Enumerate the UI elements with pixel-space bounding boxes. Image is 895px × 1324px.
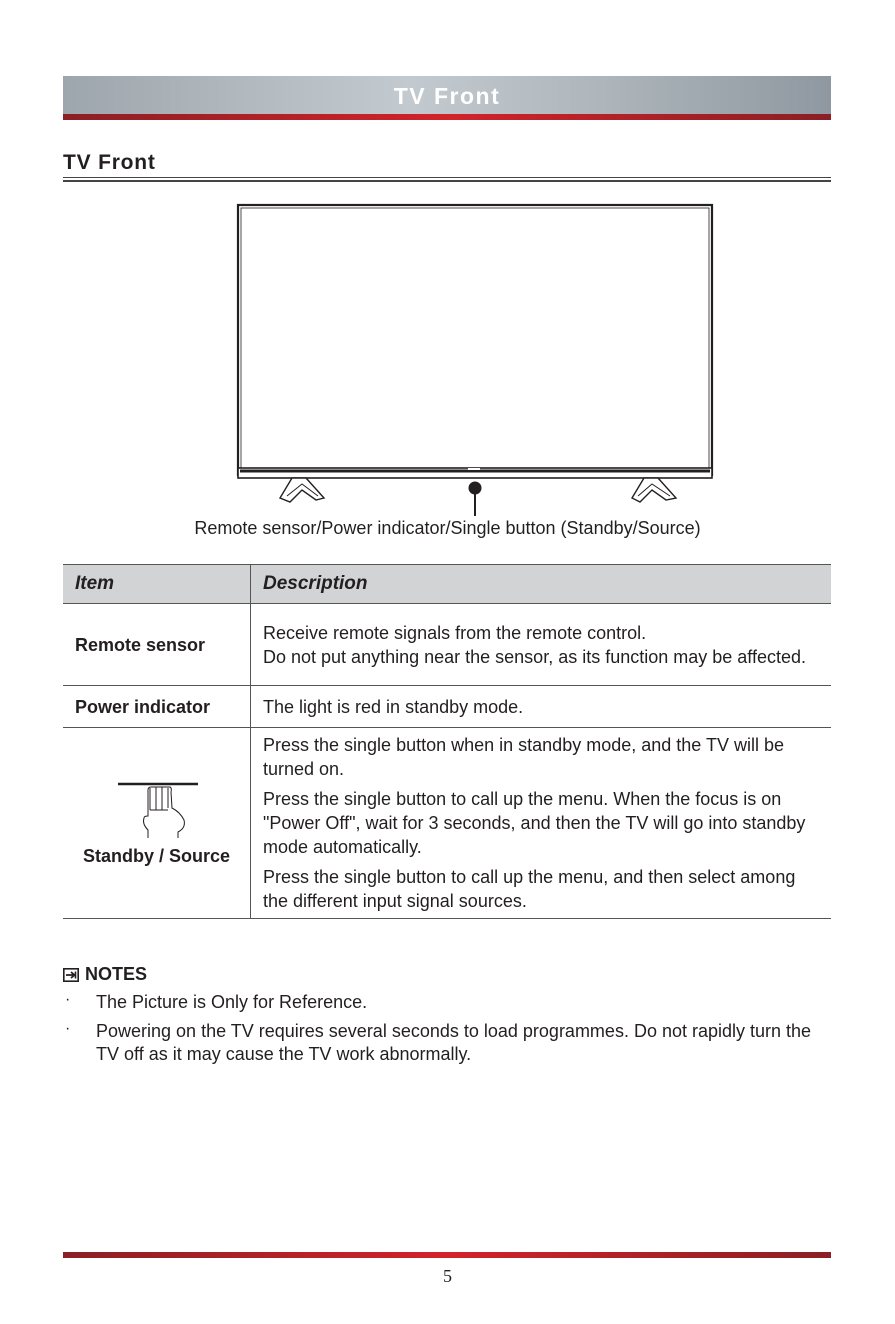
banner-title: TV Front <box>393 83 501 109</box>
tv-left-stand <box>280 478 324 502</box>
bullet-marker: · <box>65 991 71 1008</box>
page-number: 5 <box>443 1266 452 1286</box>
table-row <box>63 728 831 919</box>
table-row <box>63 604 831 686</box>
description-paragraph: Press the single button to call up the menu. When the focus is on "Power Off", wait for 3 seconds, and then the TV will go into standby mode automatically. <box>263 789 806 857</box>
figure-callout-label: Remote sensor/Power indicator/Single button (Standby/Source) <box>194 518 701 538</box>
hand-pressing-button-icon <box>114 778 200 840</box>
description-line: The light is red in standby mode. <box>263 696 524 717</box>
notes-section <box>63 964 831 1072</box>
page-banner <box>63 76 831 114</box>
table-row <box>63 686 831 728</box>
row-description <box>251 728 832 919</box>
tv-screen <box>238 205 712 475</box>
list-item <box>63 991 831 1014</box>
notes-heading <box>63 964 831 985</box>
tv-front-illustration <box>232 198 722 518</box>
row-item-remote-sensor: Remote sensor <box>63 604 251 686</box>
section-rule <box>63 177 831 182</box>
note-text: The Picture is Only for Reference. <box>96 992 368 1012</box>
sensor-callout-pointer <box>469 482 482 517</box>
tv-right-stand <box>632 478 676 502</box>
row-item-power-indicator: Power indicator <box>63 686 251 728</box>
list-item <box>63 1020 831 1066</box>
note-text: Powering on the TV requires several seconds to load programmes. Do not rapidly turn the TV off as it may cause the TV work abnormally. <box>96 1021 812 1064</box>
row-description <box>251 604 832 686</box>
column-header-description: Description <box>251 565 832 604</box>
bullet-marker: · <box>65 1020 71 1037</box>
footer-accent-strip <box>63 1252 831 1258</box>
column-header-item: Item <box>63 565 251 604</box>
note-arrow-icon <box>63 968 79 982</box>
item-description-table <box>63 564 831 919</box>
banner-accent-strip <box>63 114 831 120</box>
row-item-standby-source <box>63 728 251 919</box>
row-description <box>251 686 832 728</box>
notes-heading-label: NOTES <box>85 964 148 984</box>
description-paragraph: Press the single button when in standby mode, and the TV will be turned on. <box>263 735 784 779</box>
description-line: Do not put anything near the sensor, as its function may be affected. <box>263 646 807 667</box>
description-line: Receive remote signals from the remote control. <box>263 622 647 643</box>
row-item-label: Standby / Source <box>82 846 231 866</box>
description-paragraph: Press the single button to call up the menu, and then select among the different input signal sources. <box>263 867 796 911</box>
section-title: TV Front <box>63 151 156 174</box>
table-header-row <box>63 565 831 604</box>
